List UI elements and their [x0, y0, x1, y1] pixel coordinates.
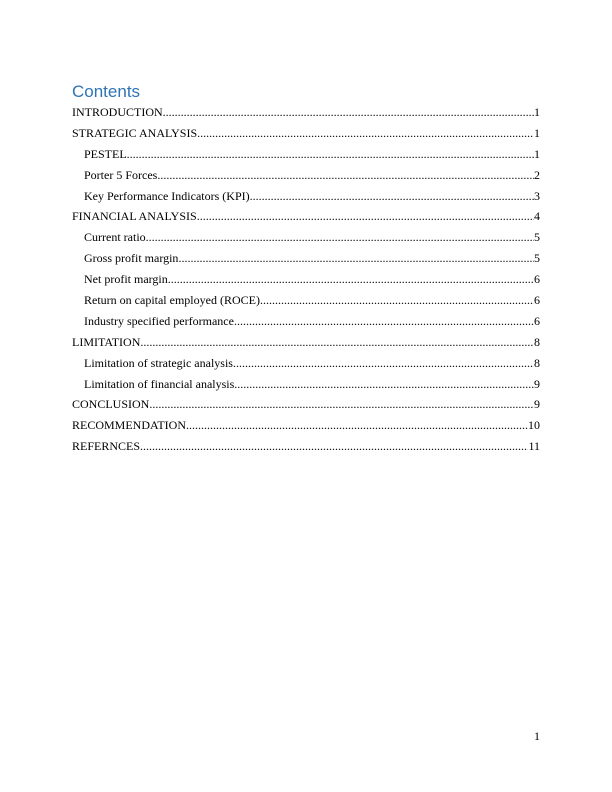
- toc-entry-title: Limitation of financial analysis: [84, 376, 235, 391]
- toc-entry-page: 8: [534, 355, 540, 370]
- toc-dot-leader: [163, 102, 534, 123]
- toc-entry-page: 6: [534, 313, 540, 328]
- toc-dot-leader: [178, 248, 534, 269]
- toc-entry-page: 9: [534, 397, 540, 412]
- toc-dot-leader: [250, 186, 534, 207]
- toc-entry-title: PESTEL: [84, 146, 127, 161]
- toc-entry-gross-profit-margin[interactable]: [72, 248, 540, 269]
- toc-entry-roce[interactable]: [72, 290, 540, 311]
- toc-entry-title: CONCLUSION: [72, 397, 150, 412]
- toc-dot-leader: [260, 290, 534, 311]
- toc-entry-industry-specified-performance[interactable]: [72, 311, 540, 332]
- toc-dot-leader: [146, 227, 534, 248]
- toc-entry-title: Porter 5 Forces: [84, 167, 158, 182]
- toc-entry-references[interactable]: [72, 436, 540, 457]
- toc-entry-title: Limitation of strategic analysis: [84, 355, 233, 370]
- toc-entry-title: Key Performance Indicators (KPI): [84, 188, 250, 203]
- toc-entry-title: STRATEGIC ANALYSIS: [72, 125, 198, 140]
- toc-dot-leader: [197, 123, 534, 144]
- toc-entry-current-ratio[interactable]: [72, 227, 540, 248]
- toc-heading: Contents: [72, 82, 141, 101]
- toc-entry-page: 1: [534, 146, 540, 161]
- toc-entry-introduction[interactable]: [72, 102, 540, 123]
- toc-dot-leader: [197, 206, 534, 227]
- toc-entry-title: INTRODUCTION: [72, 105, 163, 119]
- page-number: 1: [534, 729, 540, 743]
- toc-entry-title: Gross profit margin: [84, 251, 179, 266]
- toc-dot-leader: [140, 332, 534, 353]
- toc-entry-page: 4: [534, 209, 540, 224]
- toc-entry-conclusion[interactable]: [72, 394, 540, 415]
- toc-entry-porter-5-forces[interactable]: [72, 165, 540, 186]
- toc-dot-leader: [127, 144, 534, 165]
- toc-entry-net-profit-margin[interactable]: [72, 269, 540, 290]
- toc-entry-page: 1: [534, 125, 540, 140]
- toc-entry-limitation[interactable]: [72, 332, 540, 353]
- toc-entry-page: 1: [534, 105, 540, 119]
- toc-entry-title: Return on capital employed (ROCE): [84, 293, 260, 308]
- toc-dot-leader: [149, 394, 534, 415]
- toc-entry-title: REFERNCES: [72, 439, 141, 454]
- toc-dot-leader: [157, 165, 534, 186]
- toc-entry-title: FINANCIAL ANALYSIS: [72, 209, 197, 224]
- toc-entry-page: 8: [534, 334, 540, 349]
- toc-entry-page: 5: [534, 230, 540, 245]
- toc-entry-limitation-strategic-analysis[interactable]: [72, 353, 540, 374]
- table-of-contents: [72, 102, 540, 457]
- toc-dot-leader: [140, 436, 528, 457]
- toc-dot-leader: [168, 269, 534, 290]
- toc-entry-strategic-analysis[interactable]: [72, 123, 540, 144]
- toc-entry-page: 10: [528, 418, 540, 433]
- toc-entry-financial-analysis[interactable]: [72, 206, 540, 227]
- toc-entry-page: 11: [528, 439, 540, 454]
- toc-dot-leader: [186, 415, 528, 436]
- toc-dot-leader: [233, 353, 534, 374]
- toc-entry-page: 9: [534, 376, 540, 391]
- toc-entry-title: Industry specified performance: [84, 313, 234, 328]
- toc-dot-leader: [234, 374, 534, 395]
- toc-entry-recommendation[interactable]: [72, 415, 540, 436]
- toc-entry-page: 6: [534, 272, 540, 287]
- toc-entry-limitation-financial-analysis[interactable]: [72, 374, 540, 395]
- toc-entry-title: Current ratio: [84, 230, 146, 245]
- toc-entry-kpi[interactable]: [72, 186, 540, 207]
- toc-entry-page: 6: [534, 293, 540, 308]
- toc-entry-title: Net profit margin: [84, 272, 168, 287]
- toc-entry-pestel[interactable]: [72, 144, 540, 165]
- toc-entry-page: 5: [534, 251, 540, 266]
- toc-entry-title: RECOMMENDATION: [72, 418, 186, 433]
- toc-dot-leader: [234, 311, 534, 332]
- toc-entry-page: 2: [534, 167, 540, 182]
- toc-entry-title: LIMITATION: [72, 334, 141, 349]
- toc-entry-page: 3: [534, 188, 540, 203]
